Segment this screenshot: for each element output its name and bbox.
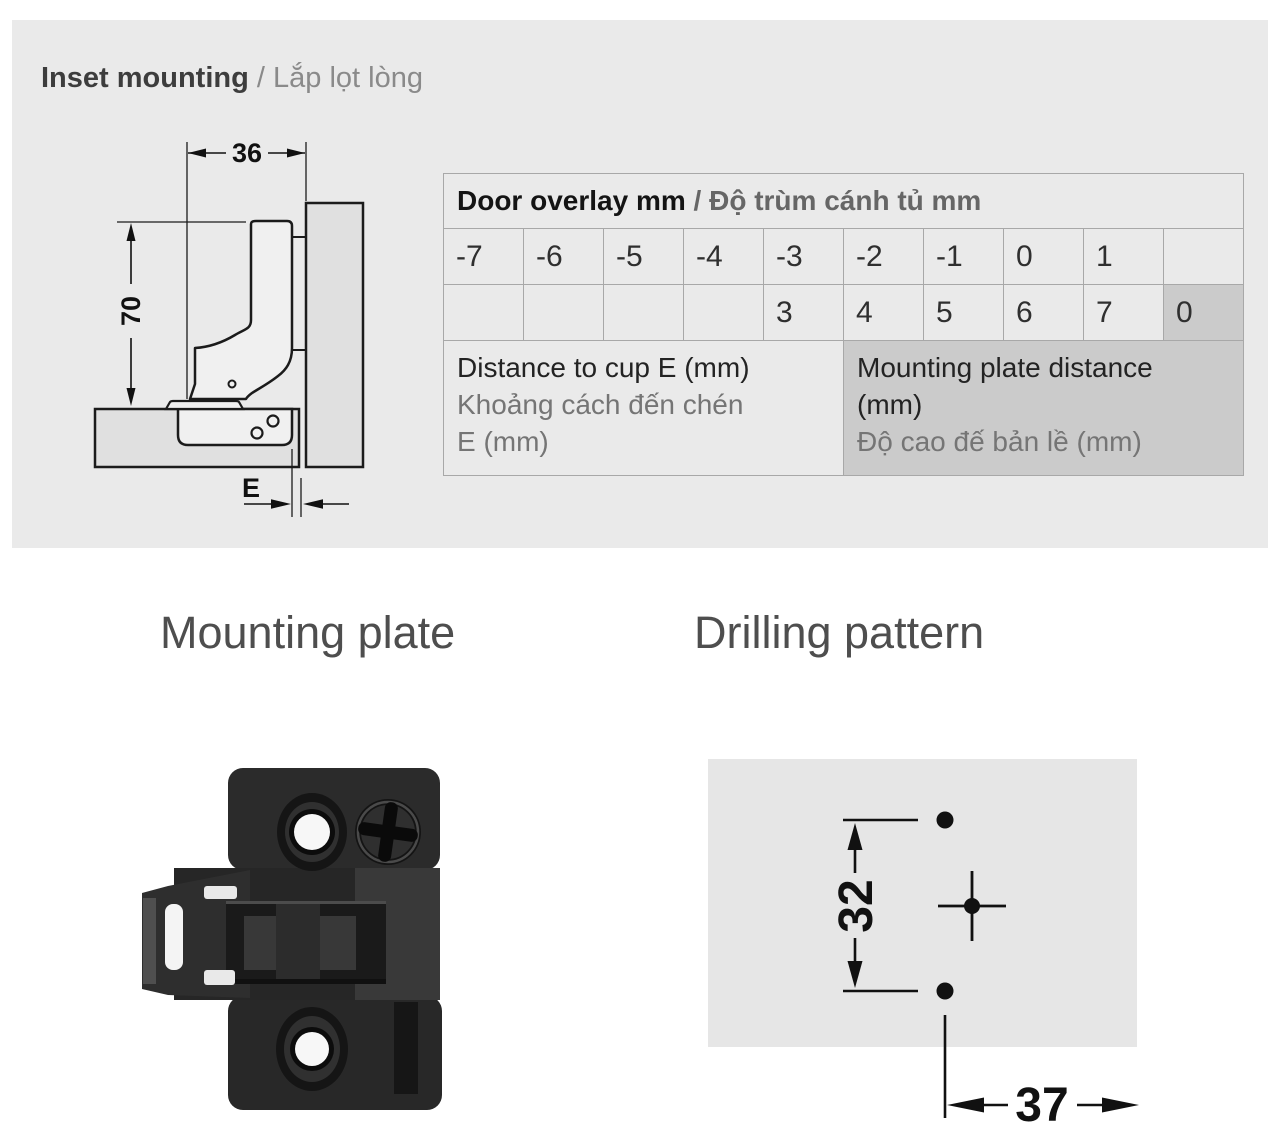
overlay-cell: -7 <box>444 229 524 285</box>
mounting-plate-heading: Mounting plate <box>160 607 456 658</box>
plate-mechanism-bottom-edge <box>226 979 386 984</box>
plate-gap-highlight-top <box>204 886 237 899</box>
table-header-en: Door overlay mm <box>457 185 686 216</box>
cup-center-dot <box>964 898 980 914</box>
plate-wing-slot <box>165 904 183 970</box>
mounting-plate-distance-line1: Mounting plate distance <box>857 352 1153 383</box>
overlay-cell <box>1164 229 1244 285</box>
plate-distance-cell <box>684 285 764 341</box>
plate-wing-highlight <box>143 898 156 984</box>
plate-mechanism-center <box>276 904 320 982</box>
cup-hole-upper <box>268 416 279 427</box>
page-title <box>41 61 423 95</box>
plate-distance-cell <box>524 285 604 341</box>
overlay-values-row <box>444 229 1244 285</box>
overlay-cell: 1 <box>1084 229 1164 285</box>
plate-distance-cell: 4 <box>844 285 924 341</box>
plate-distance-cell: 3 <box>764 285 844 341</box>
dim36-label: 36 <box>231 138 263 168</box>
drilling-pattern-heading: Drilling pattern <box>694 607 985 658</box>
dim37-label: 37 <box>1015 1079 1069 1127</box>
overlay-cell: -6 <box>524 229 604 285</box>
mounting-plate-photo <box>140 762 446 1114</box>
table-header-vi: Độ trùm cánh tủ mm <box>709 185 982 216</box>
overlay-cell: -4 <box>684 229 764 285</box>
dim32-label: 32 <box>830 879 883 933</box>
distance-to-cup-line2: Khoảng cách đến chén <box>457 389 744 420</box>
drill-hole-bottom <box>937 983 954 1000</box>
drill-panel <box>708 759 1137 1047</box>
distance-to-cup-line3: E (mm) <box>457 426 549 457</box>
overlay-cell: -5 <box>604 229 684 285</box>
overlay-cell: -3 <box>764 229 844 285</box>
door-overlay-table <box>443 173 1244 476</box>
plate-distance-cell: 7 <box>1084 285 1164 341</box>
hinge-arm <box>190 221 292 399</box>
plate-top-hole <box>294 814 330 850</box>
cabinet-side-panel <box>306 203 363 467</box>
drilling-pattern-diagram <box>700 755 1145 1127</box>
hinge-cross-section-diagram <box>88 138 380 530</box>
distance-to-cup-line1: Distance to cup E (mm) <box>457 352 750 383</box>
mounting-plate-distance-line3: Độ cao đế bản lề (mm) <box>857 426 1142 457</box>
dim70-arrow-bottom <box>127 388 136 406</box>
plate-distance-values-row <box>444 285 1244 341</box>
dimE-arrow-left <box>271 499 291 509</box>
dim70-arrow-top <box>127 223 136 241</box>
plate-distance-cell <box>444 285 524 341</box>
plate-distance-cell <box>604 285 684 341</box>
cup-hole-lower <box>252 428 263 439</box>
mounting-plate-distance-line2: (mm) <box>857 389 923 420</box>
plate-gap-highlight-bottom <box>204 970 235 985</box>
table-footer-row <box>444 341 1244 476</box>
page-title-vi: Lắp lọt lòng <box>273 62 423 94</box>
dimE-arrow-right <box>303 499 323 509</box>
page-title-separator: / <box>248 62 273 94</box>
overlay-cell: 0 <box>1004 229 1084 285</box>
dim36-arrow-left <box>188 149 206 158</box>
dim70-label: 70 <box>116 295 146 327</box>
overlay-cell: -1 <box>924 229 1004 285</box>
hinge-arm-screw-hole <box>229 381 236 388</box>
overlay-cell: -2 <box>844 229 924 285</box>
plate-distance-cell: 6 <box>1004 285 1084 341</box>
page-title-en: Inset mounting <box>41 62 249 94</box>
mounting-plate-profile <box>292 237 306 350</box>
mounting-plate-distance-cell <box>844 341 1244 476</box>
table-header-row <box>444 174 1244 229</box>
drill-hole-top <box>937 812 954 829</box>
distance-to-cup-cell <box>444 341 844 476</box>
plate-bottom-hole <box>295 1032 329 1066</box>
plate-bottom-ridge <box>394 1002 418 1094</box>
dimE-label: E <box>241 473 261 503</box>
table-header-separator: / <box>685 185 710 216</box>
hinge-cup-flange <box>166 401 243 409</box>
plate-distance-cell-highlighted: 0 <box>1164 285 1244 341</box>
plate-distance-cell: 5 <box>924 285 1004 341</box>
dim36-arrow-right <box>287 149 305 158</box>
dim37-arrow-right <box>1102 1098 1139 1113</box>
dim37-arrow-left <box>947 1098 984 1113</box>
table-header-cell <box>444 174 1244 229</box>
